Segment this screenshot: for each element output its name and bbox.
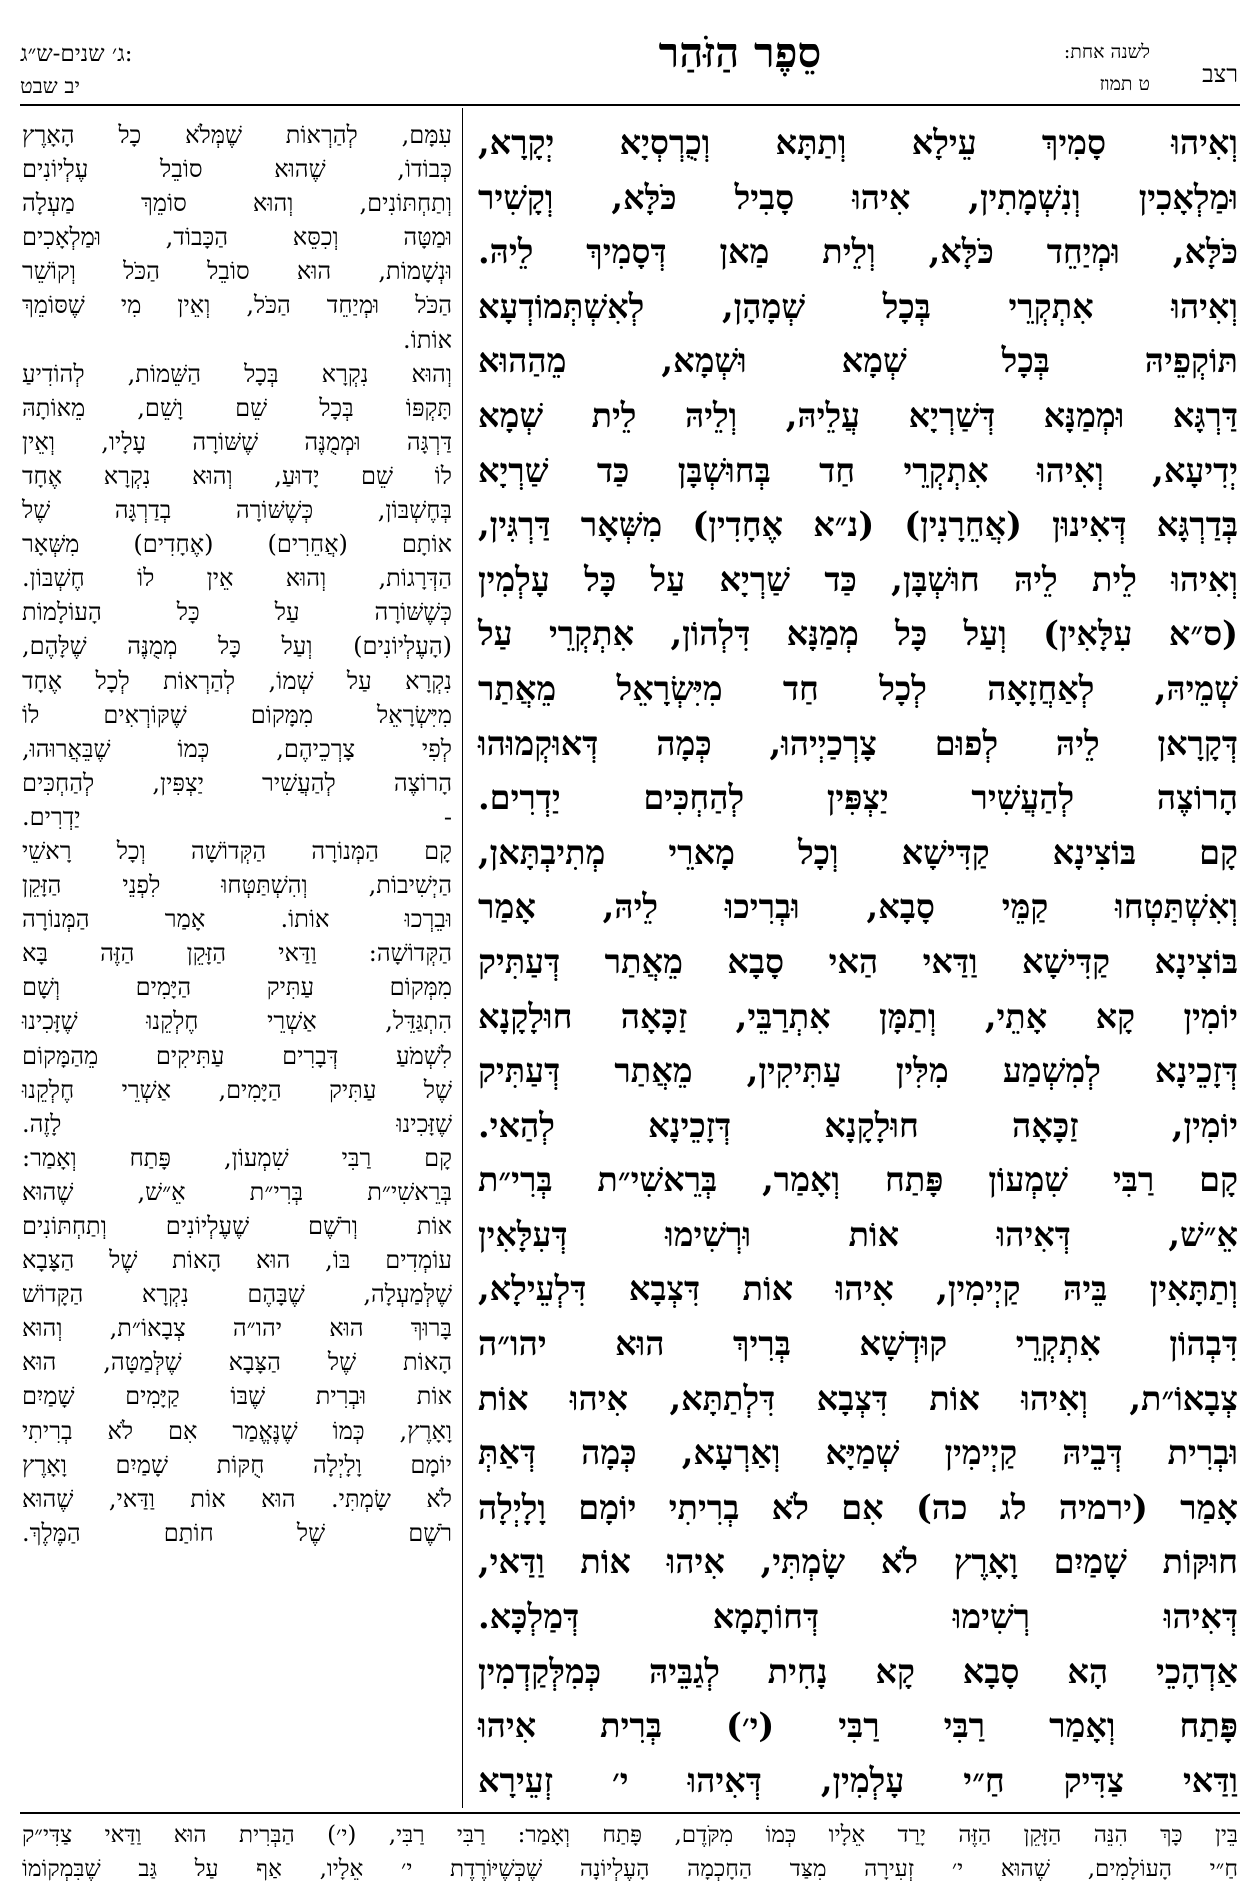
translation-line: וּנְשָׁמוֹת, הוּא סוֹבֵל הַכֹּל וְקוֹשֵׁר — [22, 257, 452, 286]
aramaic-main-text — [478, 116, 1238, 1808]
main-text-line: יוֹמִין קָא אָתֵי, וְתַמָּן אִתְרַבֵּי, זַכָּאָה חוּלָקָנָא — [478, 996, 1238, 1036]
translation-line: לֹא שָׂמְתִּי. הוּא אוֹת וַדַּאי, שֶׁהוּא — [22, 1484, 452, 1513]
translation-line: תָּקְפּוֹ בְּכָל שֵׁם וָשֵׁם, מֵאוֹתָהּ — [22, 393, 452, 422]
translation-line: יוֹמָם וָלָיְלָה חֻקּוֹת שָׁמַיִם וָאָרֶץ — [22, 1450, 452, 1479]
header-left-page-ref: ג׳ שנים-ש״ג: — [20, 41, 133, 67]
translation-line: לְפִי צָרְכֵיהֶם, כְּמוֹ שֶׁבֵּאֲרוּהוּ, — [22, 734, 452, 763]
translation-line: וְהוּא נִקְרָא בְּכָל הַשֵּׁמוֹת, לְהוֹדִיעַ — [22, 359, 452, 388]
translation-line: בָּרוּךְ הוּא יהו״ה צְבָאוֹ״ת, וְהוּא — [22, 1314, 452, 1343]
translation-line: מִמְּקוֹם עַתִּיק הַיָּמִים וְשָׁם — [22, 973, 452, 1002]
footer-line: בֵּין כָּךְ הִנֵּה הַזָּקֵן הַזֶּה יָרַד אֵלָיו כְּמוֹ מִקֹּדֶם, פָּתַח וְאָמַר: רַבִּי רַבִּי, (י׳) הַבְּרִית הוּא וַדַּאי צַדִּי״ק — [22, 1822, 1238, 1848]
translation-line: בְּחֶשְׁבּוֹן, כְּשֶׁשּׁוֹרָה בְדַרְגָּה שֶׁל — [22, 496, 452, 525]
footer-line: חַ״י הָעוֹלָמִים, שֶׁהוּא י׳ זְעִירָה מִצַּד הַחָכְמָה הָעֶלְיוֹנָה שֶׁכְּשֶׁיּוֹרֶדֶת י׳ אֵלָיו, אַף עַל גַּב שֶׁבִּמְקוֹמוֹ — [22, 1856, 1238, 1882]
translation-line: שֶׁלְּמַעְלָה, שֶׁבָּהֶם נִקְרָא הַקָּדוֹשׁ — [22, 1280, 452, 1309]
translation-line: וְתַחְתּוֹנִים, וְהוּא סוֹמֵךְ מַעְלָה — [22, 189, 452, 218]
translation-line: הַיְשִׁיבוֹת, וְהִשְׁתַּטְּחוּ לִפְנֵי הַזָּקֵן — [22, 871, 452, 900]
main-text-line: דְּאִיהוּ רְשִׁימוּ דְּחוֹתָמָא דְּמַלְכָּא. — [478, 1597, 1238, 1637]
translation-line: לוֹ שֵׁם יָדוּעַ, וְהוּא נִקְרָא אֶחָד — [22, 461, 452, 490]
main-text-line: יוֹמִין, זַכָּאָה חוּלָקָנָא דְּזָכֵינָא לְהַאי. — [478, 1105, 1238, 1145]
header-schedule-label: לשנה אחת: — [1063, 41, 1150, 63]
main-text-line: קָם רַבִּי שִׁמְעוֹן פָּתַח וְאָמַר, בְּרֵאשִׁי״ת בְּרִי״ת — [478, 1160, 1238, 1200]
main-text-line: יְדִיעָא, וְאִיהוּ אִתְקְרֵי חַד בְּחוּשְׁבָּן כַּד שַׁרְיָא — [478, 450, 1238, 490]
translation-line: עִמָּם, לְהַרְאוֹת שֶׁמְּלֹא כָל הָאָרֶץ — [22, 121, 452, 149]
translation-line: שֶׁל עַתִּיק הַיָּמִים, אַשְׁרֵי חֶלְקֵנוּ — [22, 1075, 452, 1104]
translation-line: הַדְּרָגוֹת, וְהוּא אֵין לוֹ חֶשְׁבּוֹן. — [22, 564, 452, 593]
main-text-line: דִּבְהוֹן אִתְקְרֵי קוּדְשָׁא בְּרִיךְ הוּא יהו״ה — [478, 1324, 1238, 1364]
main-text-line: דְּקָרָאן לֵיהּ לְפוּם צָרְכַיְיהוּ, כְּמָה דְּאוּקְמוּהוּ — [478, 723, 1238, 763]
page-number: רצב — [1202, 60, 1238, 88]
main-text-line: אֵ״שׁ, דְּאִיהוּ אוֹת וּרְשִׁימוּ דְּעִלָּאִין — [478, 1214, 1238, 1254]
main-text-line: תּוֹקְפֵיהּ בְּכָל שְׁמָא וּשְׁמָא, מֵהַהוּא — [478, 341, 1238, 381]
translation-line: אוֹת וְרֹשֶׁם שֶׁעֶלְיוֹנִים וְתַחְתּוֹנִים — [22, 1212, 452, 1240]
translation-line: - יַדְרִים. — [22, 802, 452, 831]
main-text-line: וַדַּאי צַדִּיק חַ״י עָלְמִין, דְּאִיהוּ י׳ זְעֵירָא — [478, 1760, 1238, 1800]
main-text-line: אָמַר (ירמיה לג כה) אִם לֹא בְרִיתִי יוֹמָם וָלָיְלָה — [478, 1487, 1238, 1527]
translation-line: וָאָרֶץ, כְּמוֹ שֶׁנֶּאֱמַר אִם לֹא בְרִיתִי — [22, 1416, 452, 1445]
main-text-line: וְאִיהוּ לֵית לֵיהּ חוּשְׁבָּן, כַּד שַׁרְיָא עַל כָּל עָלְמִין — [478, 559, 1238, 599]
header-schedule-date: ט תמוז — [1099, 73, 1150, 95]
main-text-line: כֹּלָּא, וּמְיַחֵד כֹּלָּא, וְלֵית מַאן דְּסָמִיךְ לֵיהּ. — [478, 232, 1238, 272]
main-text-line: דַּרְגָּא וּמְמַנָּא דְּשַׁרְיָא עֲלֵיהּ, וְלֵיהּ לֵית שְׁמָא — [478, 395, 1238, 435]
translation-line: קָם הַמְּנוֹרָה הַקְּדוֹשָׁה וְכָל רָאשֵׁי — [22, 836, 452, 865]
translation-line: רֹשֶׁם שֶׁל חוֹתַם הַמֶּלֶךְ. — [22, 1518, 452, 1547]
main-text-line: וְאִיהוּ סָמִיךְ עֵילָא וְתַתָּא וְכֻרְסְיָא יְקָרָא, — [478, 123, 1238, 162]
main-text-line: וְאִשְׁתַּטְחוּ קַמֵּי סָבָא, וּבְרִיכוּ לֵיהּ, אָמַר — [478, 887, 1238, 927]
main-text-line: דְּזָכֵינָא לְמִשְׁמַע מִלִּין עַתִּיקִין, מֵאֲתַר דְּעַתִּיק — [478, 1051, 1238, 1091]
translation-line: (הָעֶלְיוֹנִים) וְעַל כָּל מְמֻנֶּה שֶׁלָּהֶם, — [22, 632, 452, 661]
translation-line: אוֹת וּבְרִית שֶׁבּוֹ קַיָּמִים שָׁמַיִם — [22, 1382, 452, 1411]
main-text-line: בּוֹצִינָא קַדִּישָׁא וַדַּאי הַאי סָבָא מֵאֲתַר דְּעַתִּיק — [478, 941, 1238, 981]
translation-line: שֶׁזָּכִינוּ לָזֶה. — [22, 1109, 452, 1138]
translation-line: כְּבוֹדוֹ, שֶׁהוּא סוֹבֵל עֶלְיוֹנִים — [22, 155, 452, 184]
main-text-line: וְאִיהוּ אִתְקְרֵי בְּכָל שְׁמָהָן, לְאִשְׁתְּמוֹדְעָא — [478, 286, 1238, 326]
translation-line: אוֹתָם (אֲחֵרִים) (אֶחָדִים) מִשְּׁאָר — [22, 530, 452, 559]
translation-line: הָאוֹת שֶׁל הַצָּבָא שֶׁלְּמַטָּה, הוּא — [22, 1348, 452, 1377]
translation-line: נִקְרָא עַל שְׁמוֹ, לְהַרְאוֹת לְכָל אֶחָד — [22, 666, 452, 695]
main-text-line: פָּתַח וְאָמַר רַבִּי רַבִּי (י׳) בְּרִית אִיהוּ — [478, 1706, 1238, 1746]
main-text-line: וּבְרִית דְּבֵיהּ קַיְימִין שְׁמַיָּא וְאַרְעָא, כְּמָה דְּאַתְּ — [478, 1433, 1238, 1473]
translation-line: עוֹמְדִים בּוֹ, הוּא הָאוֹת שֶׁל הַצָּבָא — [22, 1246, 452, 1275]
main-text-line: הָרוֹצֶה לְהַעֲשִׁיר יַצְפִּין לְהַחְכִּים יַדְרִים. — [478, 778, 1238, 818]
column-divider — [462, 108, 463, 1808]
translation-line: אוֹתוֹ. — [403, 325, 452, 354]
translation-line: הִתְגַּדֵּל, אַשְׁרֵי חֶלְקֵנוּ שֶׁזָּכִינוּ — [22, 1007, 452, 1036]
translation-line: וּמַטָּה וְכִסֵּא הַכָּבוֹד, וּמַלְאָכִים — [22, 223, 452, 252]
translation-line: וּבֵרְכוּ אוֹתוֹ. אָמַר הַמְּנוֹרָה — [22, 905, 452, 934]
translation-line: הָרוֹצֶה לְהַעֲשִׁיר יַצְפִּין, לְהַחְכִּים — [22, 768, 452, 797]
translation-line: כְּשֶׁשּׁוֹרָה עַל כָּל הָעוֹלָמוֹת — [22, 598, 452, 627]
main-text-line: בְּדַרְגָּא דְּאִינוּן (אֲחֵרָנִין) (נ״א אֶחָדִין) מִשְּׁאָר דַּרְגִּין, — [478, 505, 1238, 545]
main-text-line: חוּקּוֹת שָׁמַיִם וָאָרֶץ לֹא שָׂמְתִּי, אִיהוּ אוֹת וַדַּאי, — [478, 1542, 1238, 1582]
header-schedule — [1064, 36, 1150, 100]
translation-line: בְּרֵאשִׁי״ת בְּרִי״ת אֵ״שׁ, שֶׁהוּא — [22, 1177, 452, 1206]
main-text-line: וּמַלְאָכִין וְנִשְׁמָתִין, אִיהוּ סָבִיל כֹּלָּא, וְקָשִׁיר — [478, 177, 1238, 217]
main-text-line: אַדְהָכֵי הָא סָבָא קָא נָחִית לְגַבֵּיהּ כְּמִלְּקַדְמִין — [478, 1651, 1238, 1691]
header-divider — [20, 104, 1240, 106]
footer-translation-text — [22, 1818, 1238, 1886]
translation-line: מִיִּשְׂרָאֵל מִמָּקוֹם שֶׁקּוֹרְאִים לוֹ — [22, 700, 452, 729]
translation-line: לִשְׁמֹעַ דְּבָרִים עַתִּיקִים מֵהַמָּקוֹם — [22, 1041, 452, 1070]
footer-divider — [20, 1812, 1240, 1814]
hebrew-translation-text — [22, 118, 452, 1550]
translation-line: הַקְּדוֹשָׁה: וַדַּאי הַזָּקֵן הַזֶּה בָּא — [22, 939, 452, 968]
header-left-date: יב שבט — [20, 74, 80, 98]
main-text-line: שְׁמֵיהּ, לְאַחֲזָאָה לְכָל חַד מִיִּשְׂרָאֵל מֵאֲתַר — [478, 668, 1238, 708]
translation-line: קָם רַבִּי שִׁמְעוֹן, פָּתַח וְאָמַר: — [22, 1143, 452, 1172]
translation-line: דַּרְגָּה וּמְמֻנֶּה שֶׁשּׁוֹרָה עָלָיו, וְאֵין — [22, 427, 452, 456]
main-text-line: קָם בּוֹצִינָא קַדִּישָׁא וְכָל מָארֵי מְתִיבְתָּאן, — [478, 832, 1238, 872]
main-text-line: (ס״א עִלָּאִין) וְעַל כָּל מְמַנָּא דִּלְהוֹן, אִתְקְרֵי עַל — [478, 614, 1238, 654]
main-text-line: צְבָאוֹ״ת, וְאִיהוּ אוֹת דִּצְבָא דִּלְתַתָּא, אִיהוּ אוֹת — [478, 1378, 1238, 1418]
translation-line: הַכֹּל וּמְיַחֵד הַכֹּל, וְאֵין מִי שֶׁסּוֹמֵךְ — [22, 291, 452, 320]
book-title: סֵפֶר הַזֹּהַר — [658, 28, 822, 77]
header-left — [20, 38, 133, 102]
main-text-line: וְתַתָּאִין בֵּיהּ קַיְימִין, אִיהוּ אוֹת דִּצְבָא דִּלְעֵילָא, — [478, 1269, 1238, 1309]
